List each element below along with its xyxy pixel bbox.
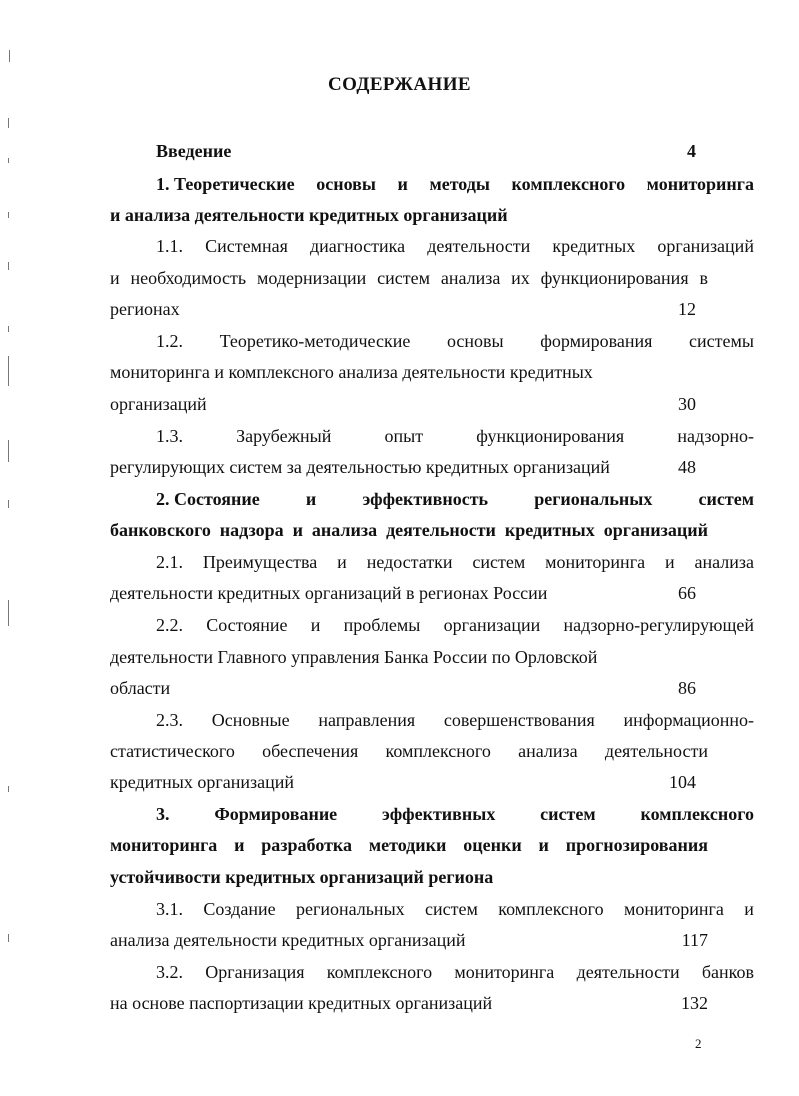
toc-section-2-1-line-2: деятельности кредитных организаций в регионах России 66 xyxy=(110,580,708,606)
toc-section-1-2-line-2: мониторинга и комплексного анализа деятельности кредитных xyxy=(110,362,593,382)
toc-section-2-2-line-1: 2.2. Состояние и проблемы организации надзорно-регулирующей xyxy=(156,615,754,635)
toc-section-3-2-line-1: 3.2. Организация комплексного мониторинга деятельности банков xyxy=(156,962,754,982)
toc-label: Введение xyxy=(156,141,232,161)
toc-chapter-1-line-1: 1. Теоретические основы и методы комплексного мониторинга xyxy=(156,174,754,194)
toc-page: 48 xyxy=(678,457,696,477)
toc-chapter-2-line-2: банковского надзора и анализа деятельности кредитных организаций xyxy=(110,520,708,540)
toc-chapter-2-line-1: 2. Состояние и эффективность региональных систем xyxy=(156,489,754,509)
toc-section-1-2-line-3: организаций 30 xyxy=(110,391,708,417)
toc-section-2-3-line-3: кредитных организаций 104 xyxy=(110,769,708,795)
toc-section-2-2-line-3: области 86 xyxy=(110,675,708,701)
toc-page: 86 xyxy=(678,678,696,698)
toc-page: 30 xyxy=(678,394,696,414)
page-title: СОДЕРЖАНИЕ xyxy=(328,74,471,95)
toc-page: 66 xyxy=(678,583,696,603)
toc-section-1-1-line-1: 1.1. Системная диагностика деятельности кредитных организаций xyxy=(156,236,754,256)
toc-section-1-1-line-2: и необходимость модернизации систем анализа их функционирования в xyxy=(110,268,708,288)
toc-section-3-1-line-1: 3.1. Создание региональных систем комплексного мониторинга и xyxy=(156,899,754,919)
toc-section-3-1-line-2: анализа деятельности кредитных организаций 117 xyxy=(110,927,708,953)
toc-section-2-3-line-1: 2.3. Основные направления совершенствования информационно- xyxy=(156,710,754,730)
toc-chapter-3-line-1: 3. Формирование эффективных систем комплексного xyxy=(156,804,754,824)
toc-page: 12 xyxy=(678,299,696,319)
toc-section-3-2-line-2: на основе паспортизации кредитных организаций 132 xyxy=(110,990,708,1016)
toc-section-1-2-line-1: 1.2. Теоретико-методические основы формирования системы xyxy=(156,331,754,351)
toc-entry-intro xyxy=(110,138,708,164)
toc-chapter-1-line-2: и анализа деятельности кредитных организаций xyxy=(110,205,508,225)
toc-section-1-1-line-3: регионах 12 xyxy=(110,296,708,322)
page-number: 2 xyxy=(695,1036,702,1051)
toc-page: 104 xyxy=(669,772,696,792)
toc-page: 132 xyxy=(681,993,708,1013)
toc-chapter-3-line-3: устойчивости кредитных организаций региона xyxy=(110,867,494,887)
toc-page: 4 xyxy=(687,141,696,161)
toc-section-2-2-line-2: деятельности Главного управления Банка России по Орловской xyxy=(110,647,598,667)
toc-page: 117 xyxy=(681,930,708,950)
toc-section-1-3-line-2: регулирующих систем за деятельностью кредитных организаций 48 xyxy=(110,454,708,480)
toc-chapter-3-line-2: мониторинга и разработка методики оценки и прогнозирования xyxy=(110,835,708,855)
toc-section-1-3-line-1: 1.3. Зарубежный опыт функционирования надзорно- xyxy=(156,426,754,446)
toc-section-2-1-line-1: 2.1. Преимущества и недостатки систем мониторинга и анализа xyxy=(156,552,754,572)
toc-section-2-3-line-2: статистического обеспечения комплексного анализа деятельности xyxy=(110,741,708,761)
